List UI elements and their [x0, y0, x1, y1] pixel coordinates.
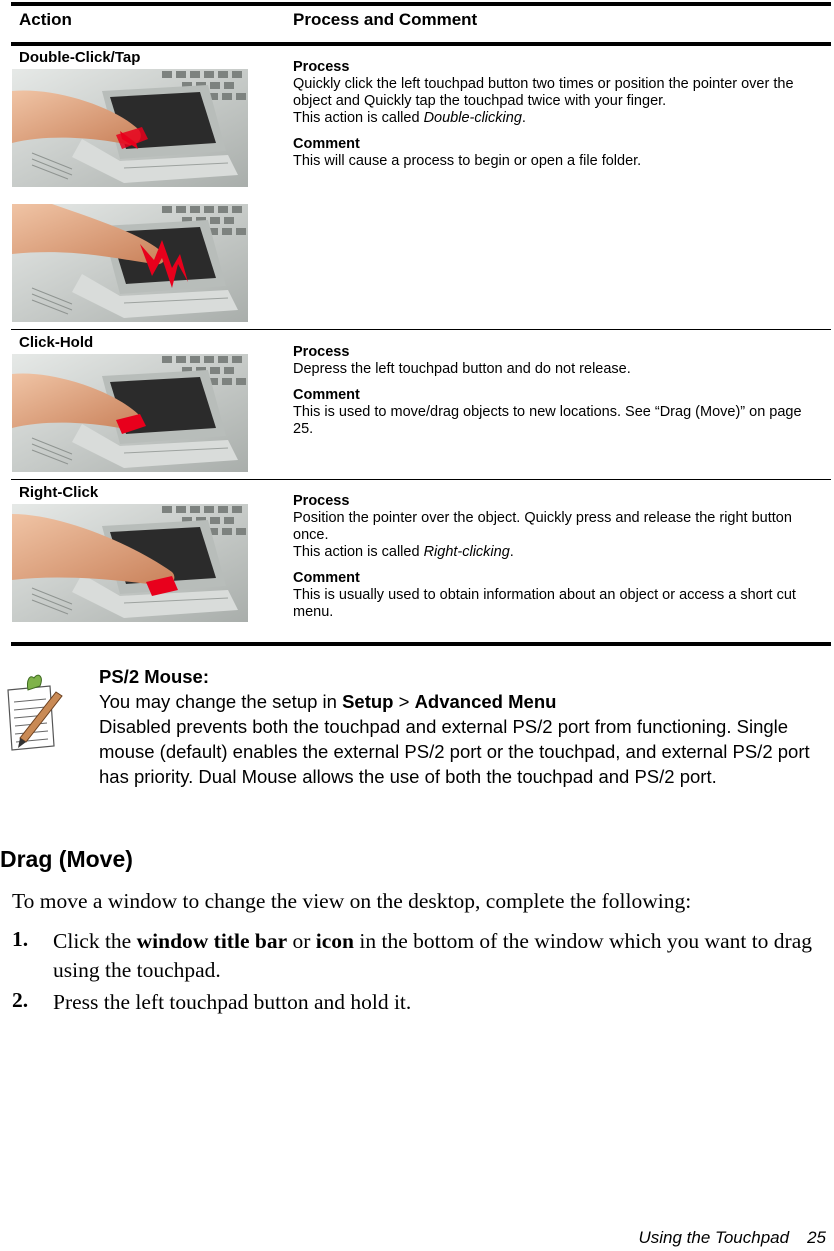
called-line: This action is called Double-clicking. — [293, 110, 526, 126]
step-text: Click the window title bar or icon in the bottom of the window which you want to drag using the touchpad. — [53, 929, 813, 982]
touchpad-click-hold-image — [12, 354, 248, 472]
row-click-hold-text — [293, 344, 823, 438]
icon-term: icon — [315, 929, 355, 953]
section-title: Drag (Move) — [0, 846, 133, 872]
page-number: 25 — [807, 1228, 826, 1247]
touchpad-right-click-image — [12, 504, 248, 622]
process-description: Depress the left touchpad button and do not release. — [293, 361, 631, 377]
window-title-bar-term: window title bar — [136, 929, 288, 953]
section-intro: To move a window to change the view on the desktop, complete the following: — [12, 889, 692, 913]
row-right-click-text — [293, 493, 823, 621]
ps2-mouse-note — [99, 664, 834, 789]
comment-description: This is usually used to obtain information about an object or access a short cut menu. — [293, 587, 796, 620]
page-footer — [638, 1228, 826, 1248]
comment-label: Comment — [293, 136, 360, 152]
process-label: Process — [293, 59, 350, 75]
touchpad-tap-image — [12, 204, 248, 322]
touchpad-double-click-image — [12, 69, 248, 187]
process-description: Quickly click the left touchpad button two times or position the pointer over the object and Quickly tap the touchpad twice with your finger. — [293, 76, 794, 109]
process-label: Process — [293, 493, 350, 509]
step-number: 2. — [12, 988, 29, 1012]
note-pencil-icon — [2, 668, 64, 754]
row-divider — [11, 479, 831, 480]
footer-title: Using the Touchpad — [638, 1228, 790, 1247]
comment-description: This will cause a process to begin or open a file folder. — [293, 153, 642, 169]
note-title: PS/2 Mouse: — [99, 666, 209, 687]
comment-label: Comment — [293, 570, 360, 586]
table-top-rule — [11, 2, 831, 6]
column-header-action: Action — [19, 10, 72, 29]
step-number: 1. — [12, 927, 29, 951]
note-body: Disabled prevents both the touchpad and external PS/2 port from functioning. Single mouse (default) enables the external PS/2 port or the touchpad, and external PS/2 port has priority. Dual Mouse allows the use of both the touchpad and PS/2 port. — [99, 716, 810, 787]
note-setup-line: You may change the setup in Setup > Advanced Menu — [99, 691, 557, 712]
advanced-menu-term: Advanced Menu — [414, 691, 557, 712]
column-header-process: Process and Comment — [293, 10, 478, 29]
table-header-rule — [11, 42, 831, 46]
setup-term: Setup — [342, 691, 394, 712]
action-term: Right-clicking — [423, 544, 510, 560]
process-label: Process — [293, 344, 350, 360]
comment-description: This is used to move/drag objects to new locations. See “Drag (Move)” on page 25. — [293, 404, 802, 437]
called-line: This action is called Right-clicking. — [293, 544, 514, 560]
comment-label: Comment — [293, 387, 360, 403]
row-divider — [11, 329, 831, 330]
process-description: Position the pointer over the object. Quickly press and release the right button once. — [293, 510, 792, 543]
table-bottom-rule — [11, 642, 831, 646]
action-label-double-click: Double-Click/Tap — [19, 49, 141, 66]
action-label-right-click: Right-Click — [19, 484, 99, 501]
row-double-click-text — [293, 59, 823, 170]
action-term: Double-clicking — [423, 110, 522, 126]
step-text: Press the left touchpad button and hold it. — [53, 990, 412, 1014]
action-label-click-hold: Click-Hold — [19, 334, 94, 351]
